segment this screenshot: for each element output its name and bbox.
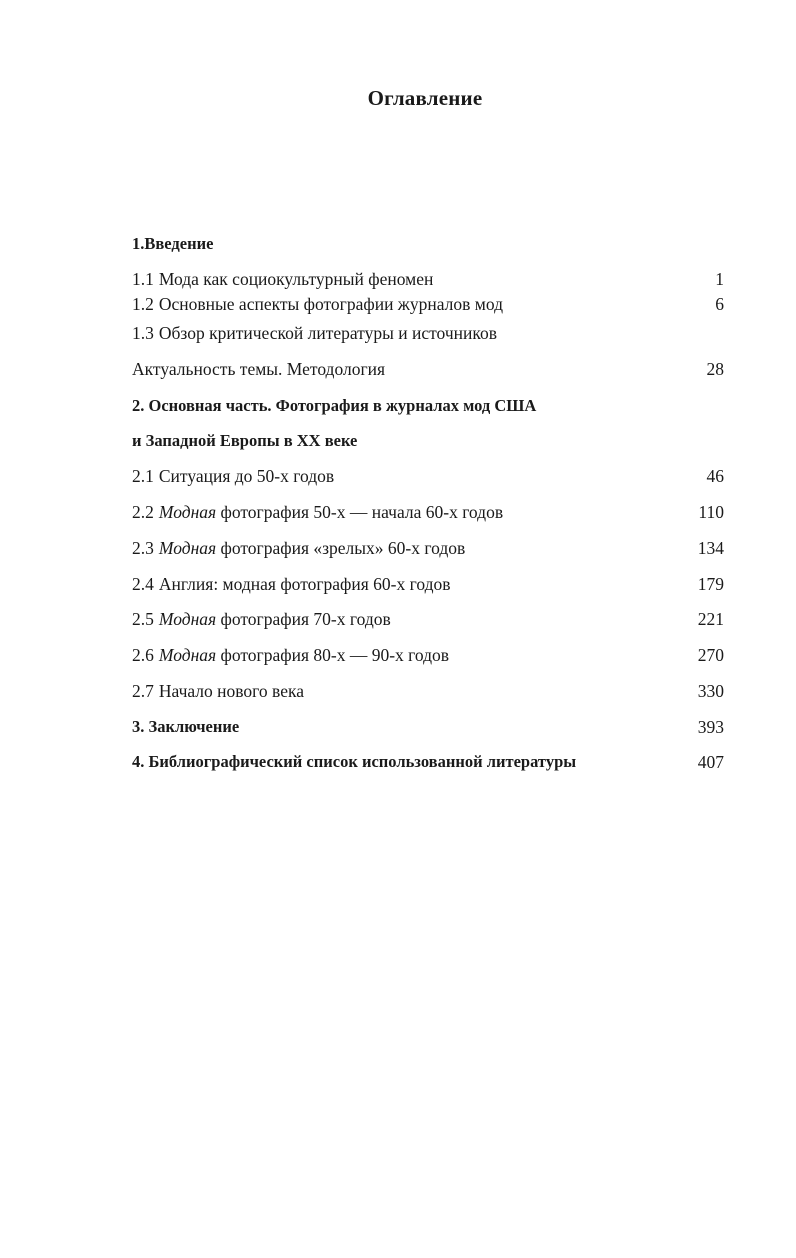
entry-page-number: 6 xyxy=(715,294,724,314)
section-heading-label: 3. Заключение xyxy=(132,717,240,736)
entry-title: Ситуация до 50-х годов xyxy=(158,466,335,486)
toc-section-bibliography xyxy=(132,750,724,774)
entry-title: Обзор критической литературы и источников xyxy=(158,323,497,343)
entry-title: фотография 80-х — 90-х годов xyxy=(220,645,450,665)
entry-page-number: 393 xyxy=(697,717,724,737)
entry-title: фотография «зрелых» 60-х годов xyxy=(220,538,466,558)
entry-number: 1.2 xyxy=(132,294,154,314)
section-heading-label: 4. Библиографический список использованной литературы xyxy=(132,752,577,771)
entry-page-number: 179 xyxy=(697,574,724,594)
section-heading-label: 2. Основная часть. Фотография в журналах мод США xyxy=(132,396,537,415)
entry-number: 2.5 xyxy=(132,609,154,629)
entry-number: 2.3 xyxy=(132,538,154,558)
entry-page-number: 1 xyxy=(715,269,724,289)
toc-section-intro-heading xyxy=(132,232,724,256)
toc-entry xyxy=(132,572,724,596)
toc-entry xyxy=(132,536,724,560)
entry-page-number: 270 xyxy=(697,645,724,665)
entry-page-number: 407 xyxy=(697,752,724,772)
toc-section-main-heading-cont xyxy=(132,429,724,453)
toc-entry xyxy=(132,357,724,381)
section-heading-label: и Западной Европы в XX веке xyxy=(132,431,358,450)
toc-entry xyxy=(132,267,724,291)
entry-page-number: 330 xyxy=(697,681,724,701)
toc-entry xyxy=(132,607,724,631)
toc-entry xyxy=(132,643,724,667)
toc-entry xyxy=(132,321,724,345)
entry-title-italic: Модная xyxy=(158,645,217,665)
entry-title-italic: Модная xyxy=(158,538,217,558)
entry-number: 1.3 xyxy=(132,323,154,343)
entry-title: Начало нового века xyxy=(158,681,304,701)
entry-page-number: 134 xyxy=(697,538,724,558)
toc-entry xyxy=(132,679,724,703)
section-heading-label: 1.Введение xyxy=(132,234,214,253)
toc-section-conclusion xyxy=(132,715,724,739)
entry-title: Основные аспекты фотографии журналов мод xyxy=(158,294,504,314)
entry-title-italic: Модная xyxy=(158,502,217,522)
entry-number: 2.2 xyxy=(132,502,154,522)
entry-page-number: 46 xyxy=(706,466,724,486)
entry-number: 2.4 xyxy=(132,574,154,594)
entry-title: Актуальность темы. Методология xyxy=(132,359,386,379)
entry-title: Мода как социокультурный феномен xyxy=(158,269,434,289)
toc-section-main-heading xyxy=(132,394,724,418)
entry-title: фотография 70-х годов xyxy=(220,609,391,629)
toc-entry xyxy=(132,292,724,316)
entry-number: 1.1 xyxy=(132,269,154,289)
entry-page-number: 110 xyxy=(698,502,724,522)
entry-number: 2.6 xyxy=(132,645,154,665)
toc-entry xyxy=(132,464,724,488)
toc-entry xyxy=(132,500,724,524)
entry-page-number: 221 xyxy=(697,609,724,629)
entry-title-italic: Модная xyxy=(158,609,217,629)
entry-page-number: 28 xyxy=(706,359,724,379)
entry-title: фотография 50-х — начала 60-х годов xyxy=(220,502,504,522)
entry-title: Англия: модная фотография 60-х годов xyxy=(158,574,451,594)
page-title: Оглавление xyxy=(367,86,483,110)
entry-number: 2.1 xyxy=(132,466,154,486)
entry-number: 2.7 xyxy=(132,681,154,701)
